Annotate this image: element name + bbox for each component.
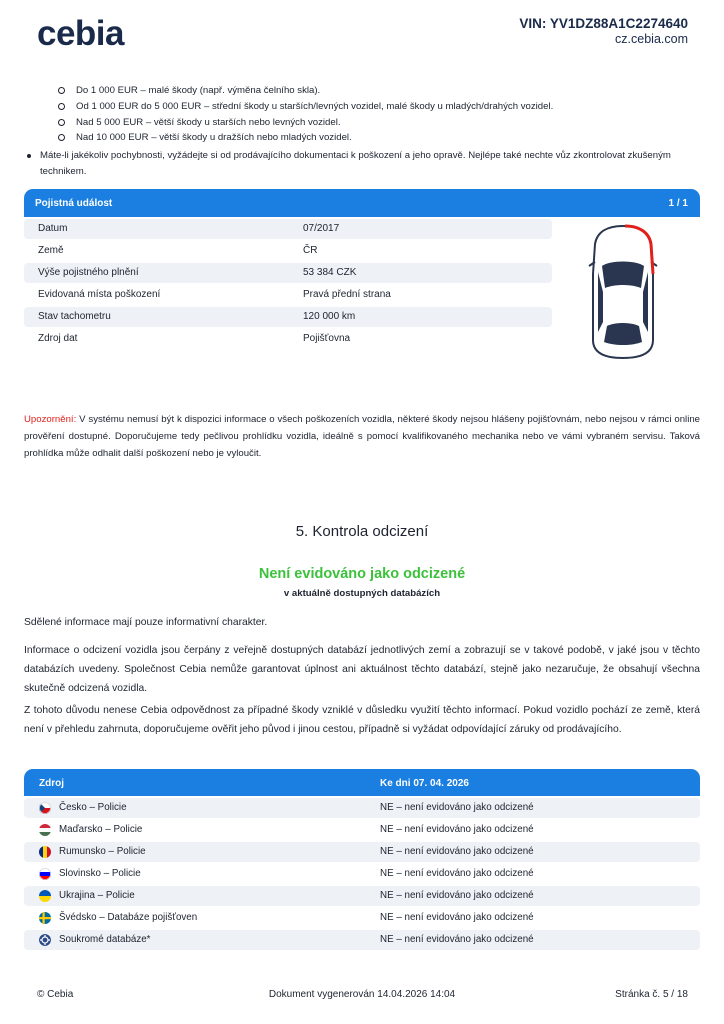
footer-generated: Dokument vygenerován 14.04.2026 14:04 [268,989,456,1000]
vin-header [519,16,688,46]
insurance-row [24,285,552,305]
source-status: NE – není evidováno jako odcizené [380,802,534,813]
row-label: Výše pojistného plnění [38,267,139,278]
list-item: Od 1 000 EUR do 5 000 EUR – střední škody u starších/levných vozidel, malé škody u mladých/drahých vozidel. [58,99,553,115]
footer-page-number: Stránka č. 5 / 18 [615,989,688,1000]
source-name: Švédsko – Databáze pojišťoven [59,912,198,923]
row-value: 120 000 km [303,311,356,322]
car-top-view-icon [585,222,661,362]
insurance-row [24,329,552,349]
insurance-title: Pojistná událost [35,198,113,209]
private-db-icon [39,934,51,946]
insurance-counter: 1 / 1 [668,198,688,209]
source-status: NE – není evidováno jako odcizené [380,868,534,879]
source-name: Soukromé databáze* [59,934,151,945]
cebia-logo: cebia [37,14,124,53]
si-flag-icon [39,868,51,880]
source-status: NE – není evidováno jako odcizené [380,824,534,835]
section-title: 5. Kontrola odcizení [295,523,429,540]
insurance-row [24,307,552,327]
source-name: Česko – Policie [59,802,127,813]
table-row [24,930,700,950]
source-name: Slovinsko – Policie [59,868,141,879]
list-item: Do 1 000 EUR – malé škody (např. výměna čelního skla). [58,83,553,99]
row-value: Pravá přední strana [303,289,391,300]
insurance-row [24,219,552,239]
row-label: Datum [38,223,68,234]
table-row [24,908,700,928]
col-date: Ke dni 07. 04. 2026 [380,778,469,789]
damage-scale-list [58,83,553,146]
cz-flag-icon [39,802,51,814]
theft-status-sub: v aktuálně dostupných databázích [283,588,441,599]
damage-warning [24,411,700,462]
footer-copyright: © Cebia [37,989,74,1000]
source-name: Maďarsko – Policie [59,824,143,835]
site-url: cz.cebia.com [615,32,688,46]
row-value: ČR [303,245,318,256]
info-paragraph: Z tohoto důvodu nenese Cebia odpovědnost za případné škody vzniklé v důsledku využití těchto informací. Pokud vozidlo pochází ze země, která není v přehledu zahrnuta, doporučujeme ověřit jeho původ i jinou cestou, případně si vyžádat odpovídající záruky od prodávajícího. [24,705,700,735]
list-item: Nad 5 000 EUR – větší škody u starších nebo levných vozidel. [58,115,553,131]
ua-flag-icon [39,890,51,902]
info-paragraph: Informace o odcizení vozidla jsou čerpány z veřejně dostupných databází jednotlivých zemí a zobrazují se v takové podobě, v jaké jsou v těchto databázích uvedeny. Společnost Cebia nemůže garantovat úplnost ani aktuálnost těchto databází, stejně jako nezaručuje, že obsahují všechna skutečně odcizená vozidla. [24,645,700,694]
se-flag-icon [39,912,51,924]
row-value: Pojišťovna [303,333,351,344]
table-row [24,798,700,818]
row-value: 07/2017 [303,223,340,234]
insurance-row [24,263,552,283]
hu-flag-icon [39,824,51,836]
source-status: NE – není evidováno jako odcizené [380,890,534,901]
table-row [24,886,700,906]
source-status: NE – není evidováno jako odcizené [380,934,534,945]
source-status: NE – není evidováno jako odcizené [380,846,534,857]
theft-table-header [24,769,700,796]
insurance-header [24,189,700,217]
source-name: Ukrajina – Policie [59,890,135,901]
table-row [24,820,700,840]
row-label: Stav tachometru [38,311,111,322]
col-source: Zdroj [39,778,64,789]
table-row [24,842,700,862]
advice-bullet: Máte-li jakékoliv pochybnosti, vyžádejte si od prodávajícího dokumentaci k poškození a jeho opravě. Nejlépe také nechte vůz zkontrolovat zkušeným technikem. [24,148,700,180]
info-paragraph: Sdělené informace mají pouze informativní charakter. [24,617,268,628]
row-label: Země [38,245,64,256]
source-status: NE – není evidováno jako odcizené [380,912,534,923]
list-item: Nad 10 000 EUR – větší škody u dražších nebo mladých vozidel. [58,130,553,146]
insurance-row [24,241,552,261]
ro-flag-icon [39,846,51,858]
row-value: 53 384 CZK [303,267,357,278]
row-label: Zdroj dat [38,333,78,344]
vin-number: VIN: YV1DZ88A1C2274640 [519,16,688,31]
source-name: Rumunsko – Policie [59,846,146,857]
table-row [24,864,700,884]
warning-text: V systému nemusí být k dispozici informace o všech poškozeních vozidla, některé škody nejsou hlášeny pojišťovnám, nebo nejsou v rámci online prověření dostupné. Doporučujeme tedy pečlivou prohlídku vozidla, ideálně s pomocí kvalifikovaného mechanika nebo ve vámi vybraném servisu. Taková prohlídka může odhalit další poškození nebo je vyloučit. [24,414,700,459]
theft-status: Není evidováno jako odcizené [258,566,466,582]
warning-label: Upozornění: [24,414,77,425]
row-label: Evidovaná místa poškození [38,289,161,300]
